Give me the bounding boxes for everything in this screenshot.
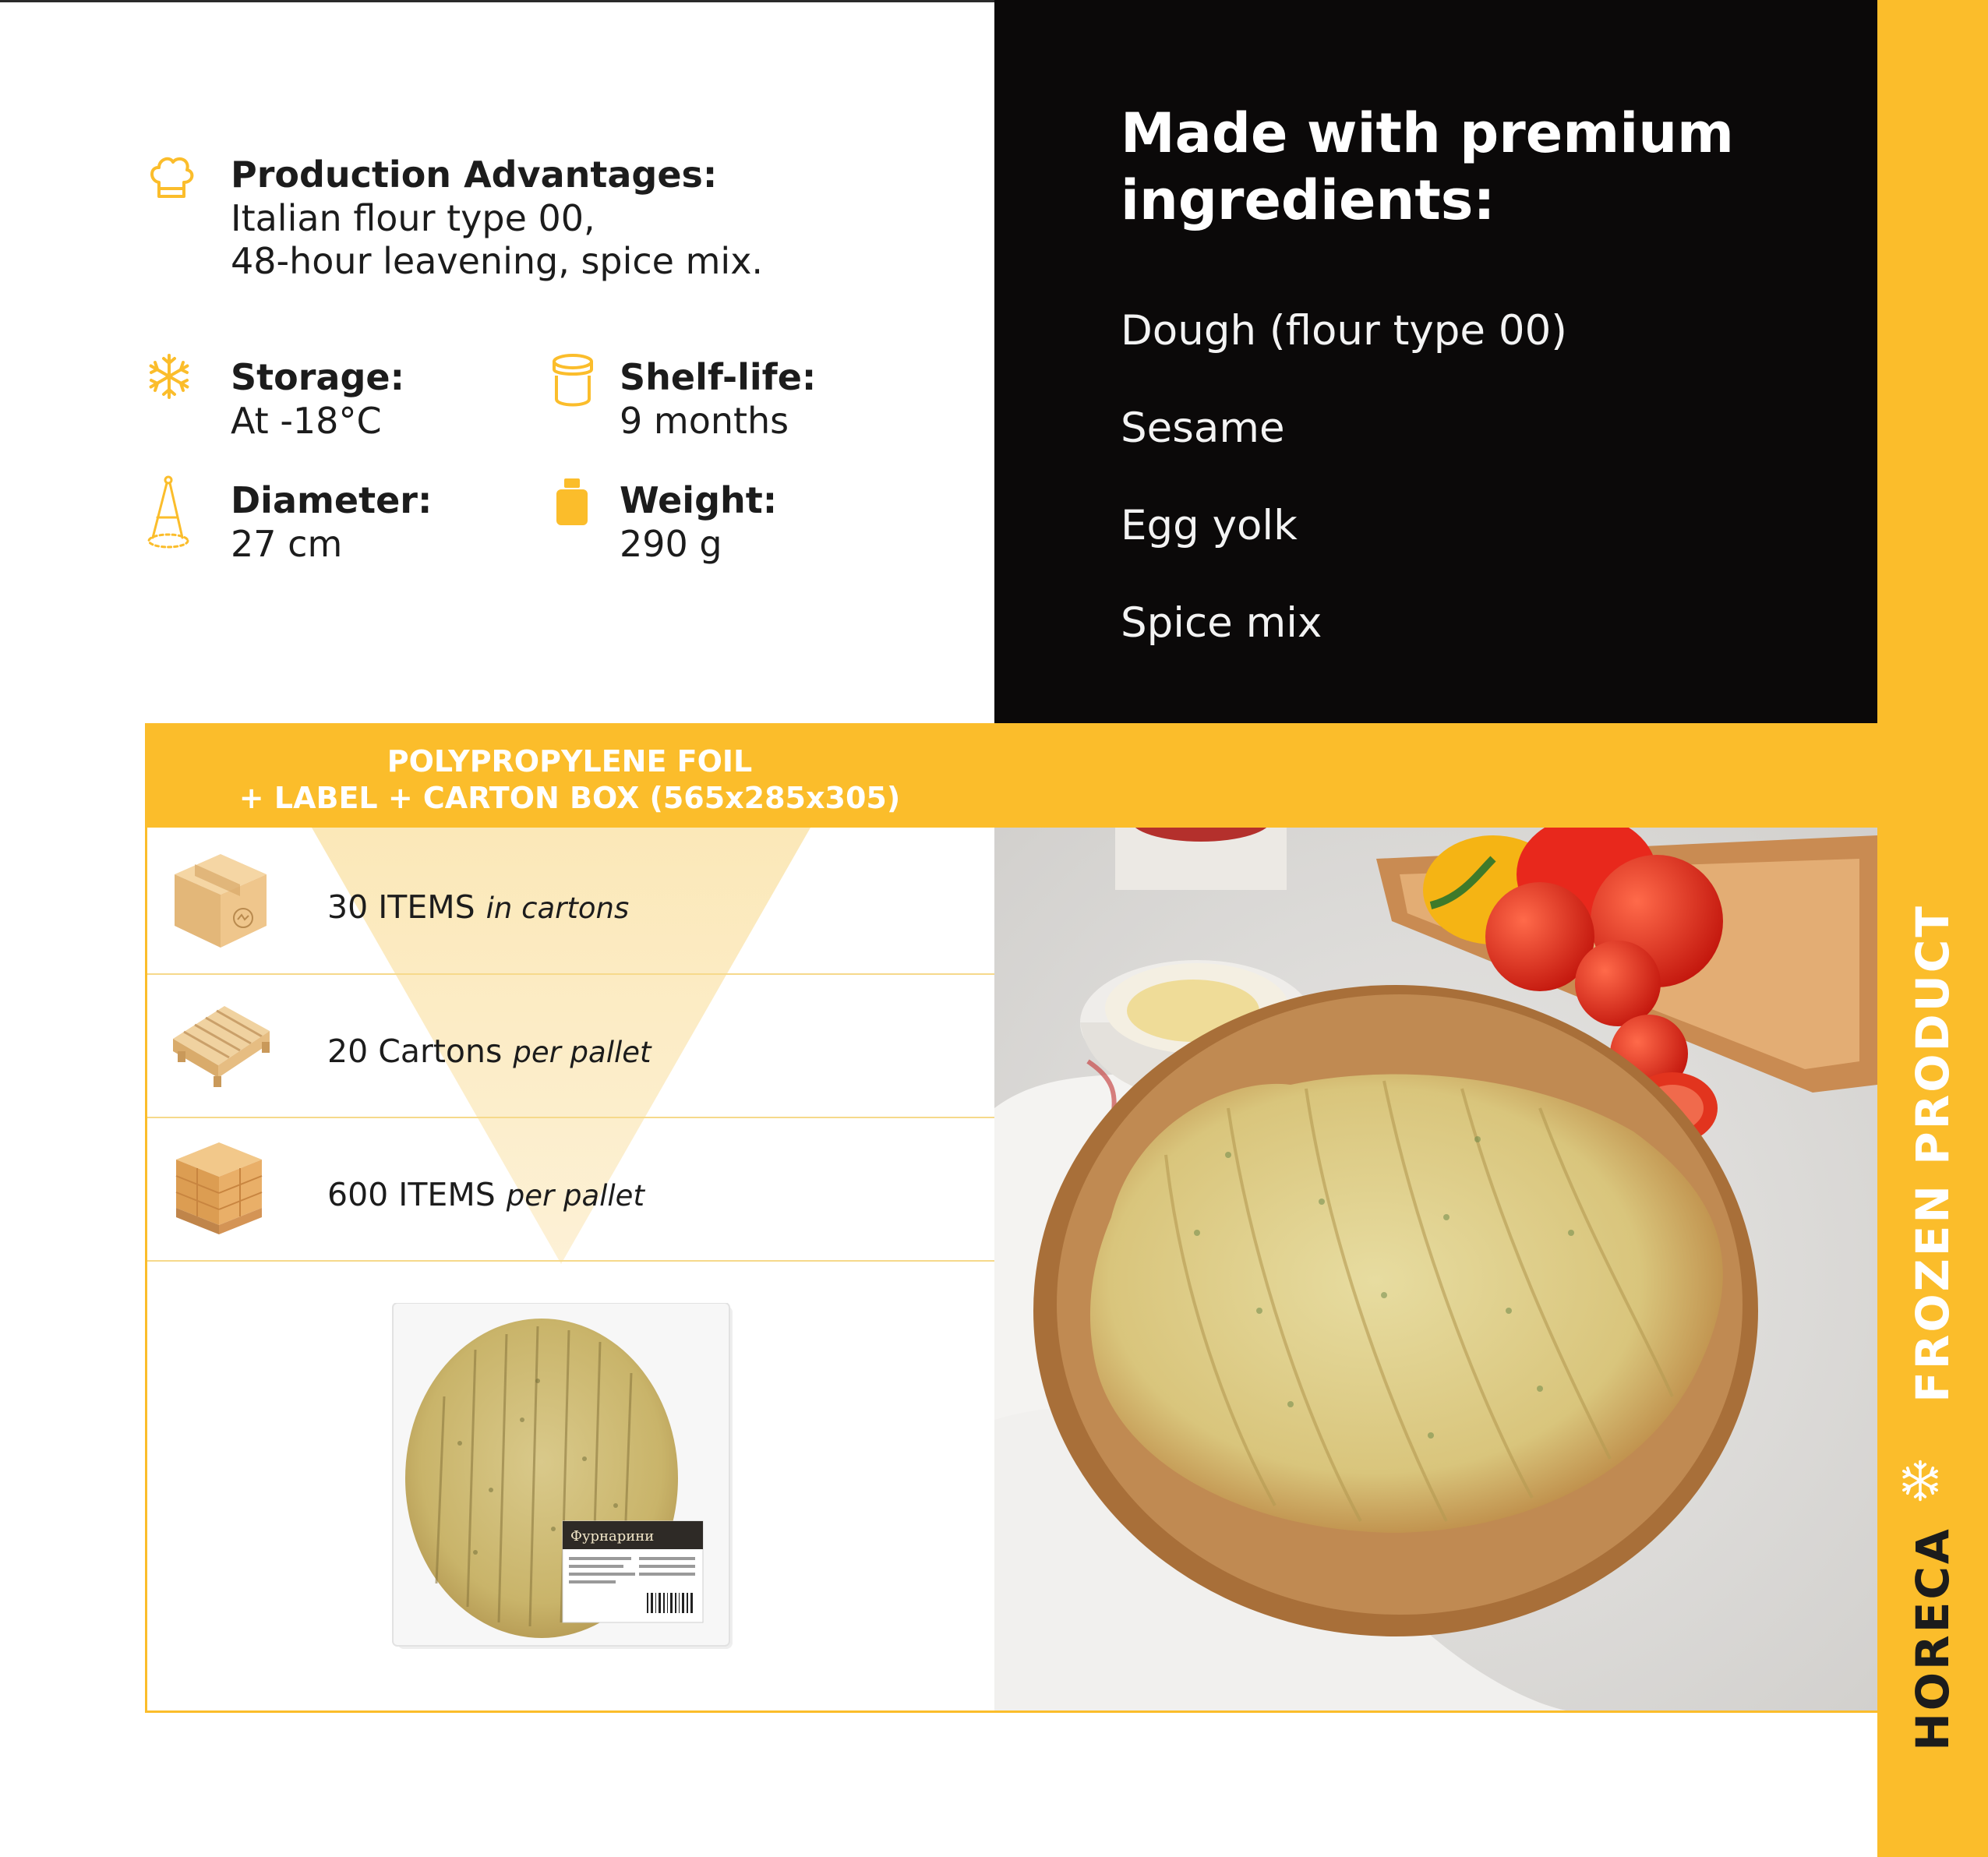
product-package-image — [382, 1303, 740, 1654]
packaging-header-text — [145, 743, 994, 817]
packaging-row-note: per pallet — [506, 1179, 644, 1213]
ingredient-item: Spice mix — [1121, 599, 1322, 647]
packaging-line-1: POLYPROPYLENE FOIL — [387, 744, 753, 778]
production-line-1: Italian flour type 00, — [231, 197, 595, 239]
ingredient-item: Egg yolk — [1121, 502, 1298, 549]
ingredient-item: Dough (flour type 00) — [1121, 307, 1567, 355]
packaging-row-2 — [327, 1033, 651, 1070]
row-divider — [147, 973, 994, 975]
shelflife-value: 9 months — [620, 400, 789, 442]
packaging-row-note: in cartons — [486, 891, 630, 925]
packaging-line-2: + LABEL + CARTON BOX (565x285x305) — [238, 781, 901, 815]
chef-hat-icon — [147, 153, 196, 203]
carton-box-icon — [171, 851, 270, 951]
packaging-row-1 — [327, 888, 629, 926]
storage-title: Storage: — [231, 356, 404, 398]
row-divider — [147, 1260, 994, 1262]
snowflake-icon — [145, 352, 193, 401]
production-line-2: 48-hour leavening, spice mix. — [231, 240, 764, 282]
top-divider — [0, 0, 994, 2]
frozen-product-label: FROZEN PRODUCT — [1906, 904, 1959, 1403]
compass-icon — [147, 475, 190, 553]
stacked-pallet-icon — [173, 1139, 265, 1237]
packaging-row-note: per pallet — [513, 1036, 651, 1069]
food-photo — [994, 828, 1877, 1713]
storage-value: At -18°C — [231, 400, 382, 442]
row-divider — [147, 1117, 994, 1118]
production-title: Production Advantages: — [231, 154, 718, 196]
pallet-icon — [170, 1000, 273, 1093]
packaging-row-3 — [327, 1176, 644, 1213]
photo-bottom-border — [994, 1710, 1877, 1713]
packaging-header — [145, 723, 1877, 828]
snowflake-icon — [1898, 1459, 1942, 1502]
diameter-title: Diameter: — [231, 479, 433, 521]
packaging-row-main: 20 Cartons — [327, 1033, 503, 1070]
weight-icon — [553, 477, 591, 527]
shelflife-title: Shelf-life: — [620, 356, 817, 398]
diameter-value: 27 cm — [231, 523, 343, 565]
ingredients-title: Made with premium ingredients: — [1121, 101, 1734, 232]
weight-title: Weight: — [620, 479, 778, 521]
ingredient-item: Sesame — [1121, 404, 1285, 452]
package-label-text: Фурнарини — [570, 1528, 655, 1545]
jar-icon — [549, 352, 597, 408]
ingredients-panel — [994, 0, 1877, 723]
packaging-row-main: 30 ITEMS — [327, 888, 475, 926]
packaging-row-main: 600 ITEMS — [327, 1176, 496, 1213]
weight-value: 290 g — [620, 523, 722, 565]
horeca-label: HORECA — [1906, 1527, 1959, 1751]
